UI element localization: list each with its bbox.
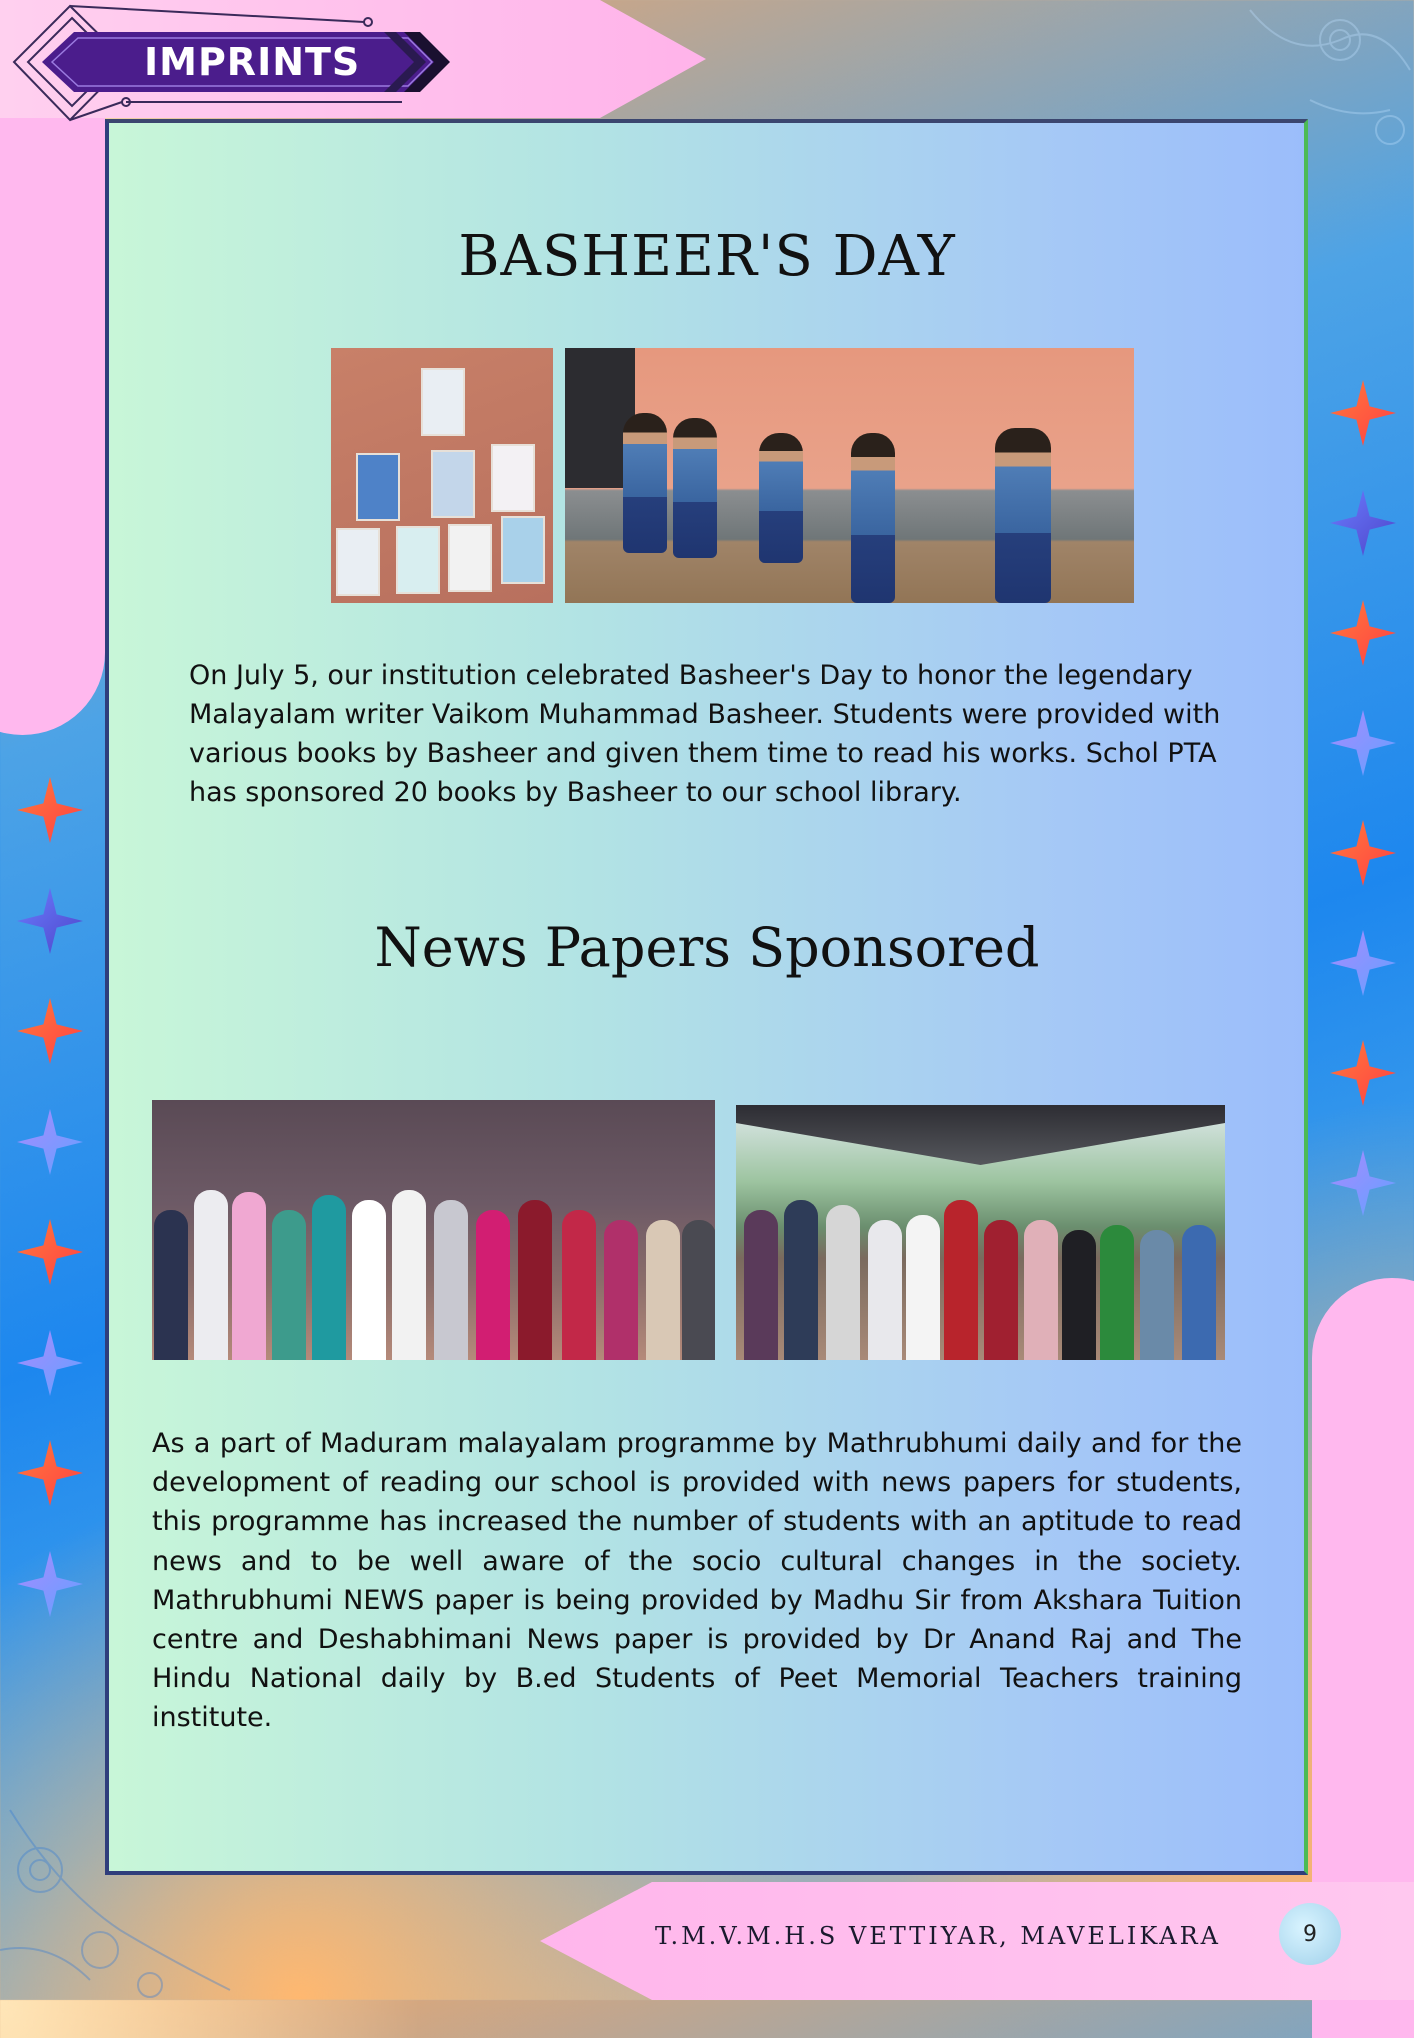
badge-label: IMPRINTS [144, 40, 361, 84]
section-title-news-papers: News Papers Sponsored [374, 916, 1040, 979]
star-icon [17, 777, 83, 843]
news-paper-group-photo-2 [736, 1105, 1225, 1360]
star-icon [1330, 380, 1396, 446]
star-icon [17, 1330, 83, 1396]
imprints-badge [12, 4, 452, 122]
star-icon [17, 1551, 83, 1617]
star-icon [17, 998, 83, 1064]
star-icon [1330, 600, 1396, 666]
section-title-basheers-day: BASHEER'S DAY [458, 224, 956, 289]
books-photo [331, 348, 553, 603]
star-icon [17, 1440, 83, 1506]
students-reading-photo [565, 348, 1134, 603]
star-icon [17, 1109, 83, 1175]
school-name-footer: T.M.V.M.H.S VETTIYAR, MAVELIKARA [655, 1922, 1222, 1950]
basheers-day-paragraph: On July 5, our institution celebrated Basheer's Day to honor the legendary Malayalam writer Vaikom Muhammad Basheer. Students were provided with various books by Basheer and given them time to read his works. Schol PTA has sponsored 20 books by Basheer to our school library. [189, 660, 1221, 808]
news-paper-group-photo-1 [152, 1100, 715, 1360]
star-icon [1330, 1040, 1396, 1106]
star-icon [17, 1219, 83, 1285]
star-icon [1330, 1150, 1396, 1216]
news-papers-paragraph: As a part of Maduram malayalam programme by Mathrubhumi daily and for the development of reading our school is provided with news papers for students, this programme has increased the number of students with an aptitude to read news and to be well aware of the socio cultural changes in the society. Mathrubhumi NEWS paper is being provided by Madhu Sir from Akshara Tuition centre and Deshabhimani News paper is provided by Dr Anand Raj and The Hindu National daily by B.ed Students of Peet Memorial Teachers training institute. [152, 1428, 1242, 1734]
page-number: 9 [1279, 1903, 1341, 1965]
star-icon [1330, 820, 1396, 886]
star-icon [1330, 490, 1396, 556]
star-icon [1330, 710, 1396, 776]
